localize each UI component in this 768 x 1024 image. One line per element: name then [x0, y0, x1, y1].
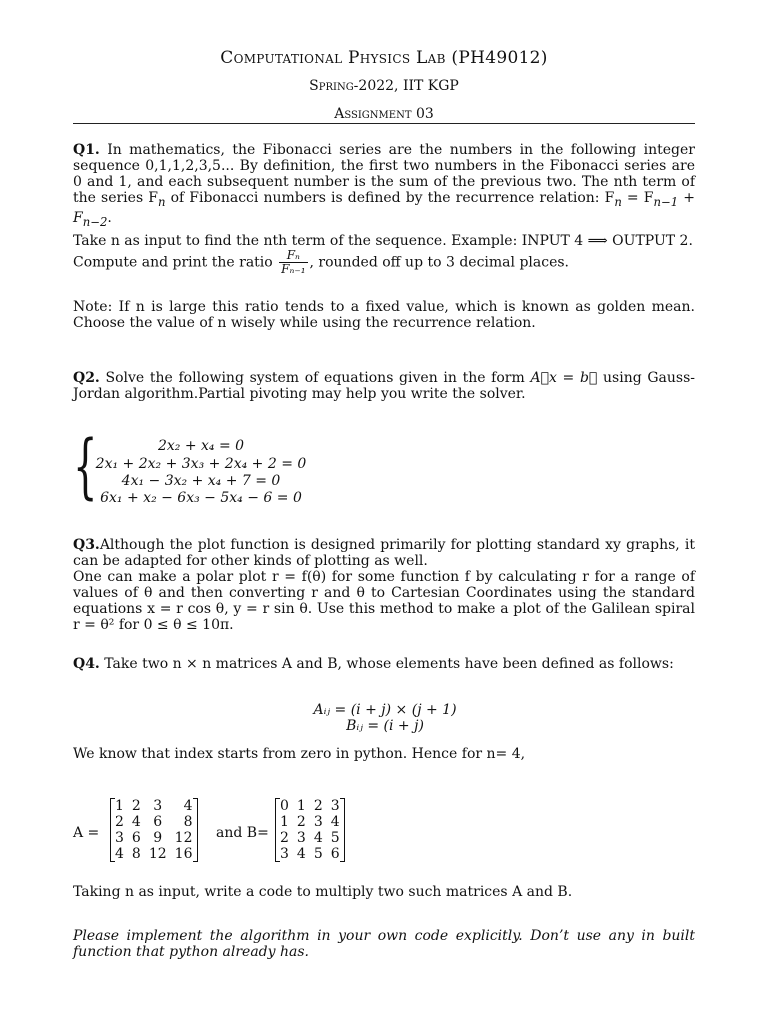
matrix-b-row	[276, 846, 344, 862]
equation-system	[73, 425, 313, 508]
matrix-a-cell: 8	[131, 846, 141, 862]
q3-paragraph	[73, 537, 695, 569]
q1-input-line: Take n as input to find the nth term of the sequence. Example: INPUT 4 ⟹ OUTPUT 2.	[73, 233, 693, 249]
matrix-b-row	[276, 814, 344, 830]
matrix-b-cell: 3	[280, 846, 289, 862]
matrix-b-cell: 6	[330, 846, 340, 862]
matrix-b-cell: 0	[280, 798, 289, 814]
equation-3: 4x₁ − 3x₂ + x₄ + 7 = 0	[121, 473, 281, 489]
matrix-a-cell: 2	[131, 798, 141, 814]
matrix-b-cell: 4	[330, 814, 340, 830]
matrix-b-cell: 5	[330, 830, 340, 846]
matrix-a	[110, 798, 198, 862]
course-title: Computational Physics Lab (PH49012)	[220, 48, 548, 68]
ratio-numerator: Fₙ	[279, 249, 307, 263]
q1-text: In mathematics, the Fibonacci series are the numbers in the following integer sequence 0,1,1,2,3,5... By definition, the first two numbers in the Fibonacci series are 0 and 1, and each subsequent number is the sum of the previous two. The nth term of the series F	[73, 142, 695, 206]
q1-ratio-pre: Compute and print the ratio	[73, 254, 273, 271]
matrix-a-cell: 4	[183, 798, 193, 814]
matrix-b-label: and B=	[216, 825, 269, 841]
matrix-a-label: A =	[73, 825, 100, 841]
matrix-b-row	[276, 830, 344, 846]
q2-paragraph	[73, 370, 695, 402]
matrix-a-cell: 6	[131, 830, 141, 846]
q1-label: Q1.	[73, 142, 100, 158]
matrix-a-cell: 1	[115, 798, 124, 814]
matrix-a-cell: 12	[174, 830, 193, 846]
q1-note: Note: If n is large this ratio tends to a fixed value, which is known as golden mean. Choose the value of n wisely while using the recurrence relation.	[73, 299, 695, 331]
matrix-a-cell: 12	[148, 846, 167, 862]
footer-note: Please implement the algorithm in your own code explicitly. Don’t use any in built function that python already has.	[73, 928, 695, 960]
equation-4: 6x₁ + x₂ − 6x₃ − 5x₄ − 6 = 0	[100, 490, 302, 506]
q3-paragraph-2: One can make a polar plot r = f(θ) for some function f by calculating r for a range of values of θ and then converting r and θ to Cartesian Coordinates using the standard equations x = r cos θ, y = r sin θ. Use this method to make a plot of the Galilean spiral r = θ² for 0 ≤ θ ≤ 10π.	[73, 569, 695, 633]
q4-label: Q4.	[73, 656, 100, 672]
matrix-b	[275, 798, 345, 862]
matrix-b-cell: 5	[313, 846, 323, 862]
matrix-a-row	[111, 814, 197, 830]
equation-2: 2x₁ + 2x₂ + 3x₃ + 2x₄ + 2 = 0	[95, 456, 307, 472]
matrix-b-cell: 2	[313, 798, 323, 814]
matrix-b-cell: 4	[296, 846, 306, 862]
q1-recurrence: = F	[621, 190, 654, 206]
matrix-a-cell: 4	[131, 814, 141, 830]
q1-ratio-line	[73, 249, 695, 276]
left-brace: {	[73, 425, 98, 507]
matrix-b-cell: 3	[313, 814, 323, 830]
matrix-a-row	[111, 830, 197, 846]
matrix-a-cell: 8	[183, 814, 193, 830]
q1-paragraph: Q1. In mathematics, the Fibonacci series are the numbers in the following integer sequence 0,1,1,2,3,5... By definition, the first two numbers in the Fibonacci series are 0 and 1, and each subsequent number is the sum of the previous two. The nth term of the series $F_n$ of Fibonacci numbers is defined by the recurrence relation: $F_n = F_{n-1} + F_{n-2}$.	[73, 142, 695, 229]
matrix-a-cell: 3	[153, 798, 163, 814]
matrix-b-cell: 4	[313, 830, 323, 846]
q2-text-a: Solve the following system of equations given in the form	[105, 370, 525, 386]
matrix-a-cell: 3	[115, 830, 124, 846]
matrix-b-cell: 1	[296, 798, 306, 814]
q1-text-b: of Fibonacci numbers is defined by the recurrence relation: F	[165, 190, 615, 206]
matrix-a-row	[111, 798, 197, 814]
matrix-a-cell: 4	[115, 846, 124, 862]
matrix-b-cell: 3	[296, 830, 306, 846]
q2-form: A⃗x = b⃗	[530, 370, 598, 386]
matrix-a-cell: 2	[115, 814, 124, 830]
a-definition: Aᵢⱼ = (i + j) × (j + 1)	[313, 702, 457, 718]
q4-paragraph	[73, 656, 695, 672]
q4-text: Take two n × n matrices A and B, whose elements have been defined as follows:	[104, 656, 674, 672]
index-note: We know that index starts from zero in python. Hence for n= 4,	[73, 746, 526, 762]
matrix-a-cell: 16	[174, 846, 193, 862]
q3-label: Q3.	[73, 537, 100, 553]
q1-ratio-post: , rounded off up to 3 decimal places.	[309, 254, 570, 271]
equation-1: 2x₂ + x₄ = 0	[157, 438, 245, 454]
matrix-b-cell: 3	[330, 798, 340, 814]
q2-text-b: using Gauss-Jordan algorithm.Partial pivoting may help you write the solver.	[73, 370, 696, 402]
matrix-a-row	[111, 846, 197, 862]
matrix-b-cell: 2	[296, 814, 306, 830]
q3-text: Although the plot function is designed primarily for plotting standard xy graphs, it can be adapted for other kinds of plotting as well.	[73, 537, 695, 569]
matrix-b-cell: 1	[280, 814, 289, 830]
ratio-denominator: Fₙ₋₁	[281, 262, 306, 276]
b-definition: Bᵢⱼ = (i + j)	[346, 718, 424, 734]
title-rule	[73, 123, 695, 124]
ratio-fraction	[279, 249, 307, 276]
matrix-b-cell: 2	[280, 830, 289, 846]
matrix-a-cell: 6	[153, 814, 163, 830]
q2-label: Q2.	[73, 370, 100, 386]
q4-task: Taking n as input, write a code to multiply two such matrices A and B.	[73, 884, 573, 900]
matrix-b-row	[276, 798, 344, 814]
semester-line: Spring-2022, IIT KGP	[309, 78, 459, 94]
assignment-title: Assignment 03	[334, 106, 434, 122]
matrix-a-cell: 9	[153, 830, 163, 846]
